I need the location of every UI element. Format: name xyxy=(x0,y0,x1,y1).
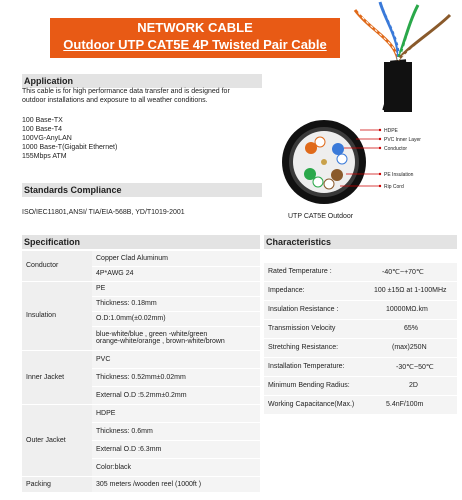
page-title: NETWORK CABLE xyxy=(137,20,253,35)
insulation-value: O.D:1.0mm(±0.02mm) xyxy=(92,311,260,326)
inner-jacket-label: Inner Jacket xyxy=(22,350,92,404)
insulation-colors xyxy=(92,326,260,350)
characteristic-name: Minimum Bending Radius: xyxy=(268,382,350,389)
insulation-label: Insulation xyxy=(22,281,92,350)
characteristic-row xyxy=(264,282,457,300)
outer-jacket-value: Color:black xyxy=(92,458,260,476)
outer-jacket-label: Outer Jacket xyxy=(22,404,92,476)
application-item: 100 Base-T4 xyxy=(22,126,63,133)
inner-jacket-value: External O.D :5.2mm±0.2mm xyxy=(92,386,260,404)
title-banner xyxy=(50,18,340,58)
diagram-label-conductor: Conductor xyxy=(384,146,408,152)
characteristic-row xyxy=(264,263,457,281)
application-item: 100 Base-TX xyxy=(22,117,63,124)
characteristic-row xyxy=(264,301,457,319)
outer-jacket-value: Thickness: 0.6mm xyxy=(92,422,260,440)
insulation-color-line: blue-white/blue , green -white/green xyxy=(96,331,208,338)
outer-jacket-value: External O.D :6.3mm xyxy=(92,440,260,458)
packing-value: 305 meters /wooden reel (1000ft ) xyxy=(92,476,260,492)
characteristic-value: -30℃~50℃ xyxy=(396,364,434,371)
standards-heading: Standards Compliance xyxy=(22,183,262,197)
insulation-color-line: orange-white/orange , brown-white/brown xyxy=(96,338,225,345)
application-heading: Application xyxy=(22,74,262,88)
insulation-value: PE xyxy=(92,281,260,296)
inner-jacket-value: PVC xyxy=(92,350,260,368)
diagram-label-hdpe: HDPE xyxy=(384,128,398,134)
diagram-label-pe-insulation: PE Insulation xyxy=(384,172,414,178)
characteristic-name: Stretching Resistance: xyxy=(268,344,339,351)
diagram-label-pvc-inner-layer: PVC Inner Layer xyxy=(384,137,421,143)
characteristic-value: 100 ±15Ω at 1-100MHz xyxy=(374,287,447,294)
characteristic-name: Impedance: xyxy=(268,287,305,294)
characteristic-row xyxy=(264,358,457,376)
specification-heading: Specification xyxy=(22,235,260,249)
outer-jacket-value: HDPE xyxy=(92,404,260,422)
characteristic-value: 10000MΩ.km xyxy=(386,306,428,313)
application-item: 155Mbps ATM xyxy=(22,153,67,160)
characteristic-value: 65% xyxy=(404,325,419,332)
characteristic-name: Rated Temperature : xyxy=(268,268,332,275)
characteristic-name: Insulation Resistance : xyxy=(268,306,339,313)
cable-cross-section-diagram xyxy=(282,112,462,216)
conductor-label: Conductor xyxy=(22,251,92,281)
diagram-caption: UTP CAT5E Outdoor xyxy=(288,213,354,220)
characteristic-value: (max)250N xyxy=(392,344,427,351)
characteristic-name: Working Capacitance(Max.) xyxy=(268,401,355,408)
characteristic-row xyxy=(264,377,457,395)
characteristic-row xyxy=(264,339,457,357)
characteristic-value: 2D xyxy=(409,382,418,389)
inner-jacket-value: Thickness: 0.52mm±0.02mm xyxy=(92,368,260,386)
diagram-label-rip-cord: Rip Cord xyxy=(384,184,404,190)
cable-illustration xyxy=(340,0,462,112)
standards-text: ISO/IEC11801,ANSI/ TIA/EIA-568B, YD/T1019-2001 xyxy=(22,209,185,216)
characteristic-value: -40℃~+70℃ xyxy=(382,269,424,276)
characteristics-heading: Characteristics xyxy=(264,235,457,249)
characteristic-name: Installation Temperature: xyxy=(268,363,345,370)
application-description-line2: outdoor installations and exposure to all weather conditions. xyxy=(22,97,208,104)
specification-table xyxy=(22,251,260,493)
packing-label: Packing xyxy=(22,476,92,492)
characteristic-name: Transmission Velocity xyxy=(268,325,336,332)
application-item: 1000 Base-T(Gigabit Ethernet) xyxy=(22,144,118,151)
characteristic-value: 5.4nF/100m xyxy=(386,401,424,408)
conductor-value: Copper Clad Aluminum xyxy=(92,251,260,266)
application-description-line1: This cable is for high performance data transfer and is designed for xyxy=(22,88,230,95)
insulation-value: Thickness: 0.18mm xyxy=(92,296,260,311)
characteristic-row xyxy=(264,320,457,338)
page-subtitle: Outdoor UTP CAT5E 4P Twisted Pair Cable xyxy=(63,37,327,52)
application-item: 100VG-AnyLAN xyxy=(22,135,72,142)
conductor-value: 4P*AWG 24 xyxy=(92,266,260,281)
characteristic-row xyxy=(264,396,457,414)
